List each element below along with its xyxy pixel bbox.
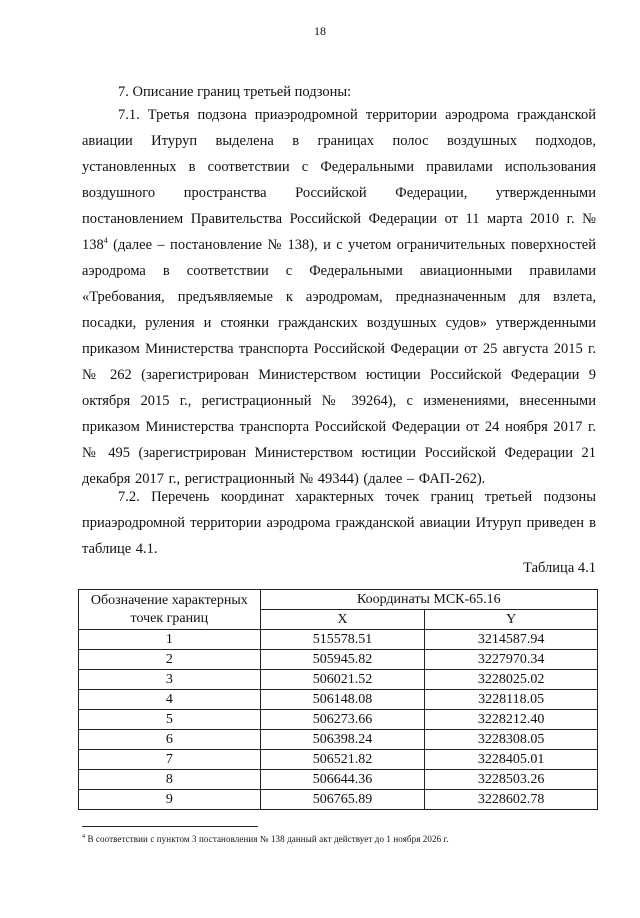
footnote-mark: 4 bbox=[82, 834, 86, 840]
table-row bbox=[79, 710, 598, 730]
table-row bbox=[79, 790, 598, 810]
table-row bbox=[79, 690, 598, 710]
y-cell: 3228405.01 bbox=[425, 750, 598, 770]
paragraph-7-2-text: 7.2. Перечень координат характерных точек границ третьей подзоны приаэродромной территории аэродрома гражданской авиации Итуруп приведен в таблице 4.1. bbox=[82, 489, 596, 557]
point-cell: 4 bbox=[79, 690, 261, 710]
point-cell: 9 bbox=[79, 790, 261, 810]
section-heading: 7. Описание границ третьей подзоны: bbox=[118, 84, 352, 100]
x-cell: 506521.82 bbox=[260, 750, 425, 770]
header-y: Y bbox=[425, 610, 598, 630]
footnote-reference[interactable]: 4 bbox=[103, 236, 108, 246]
header-x: X bbox=[260, 610, 425, 630]
x-cell: 506021.52 bbox=[260, 670, 425, 690]
header-point-designation: Обозначение характерных точек границ bbox=[79, 590, 261, 630]
y-cell: 3228118.05 bbox=[425, 690, 598, 710]
table-row bbox=[79, 630, 598, 650]
x-cell: 506398.24 bbox=[260, 730, 425, 750]
paragraph-7-1 bbox=[82, 102, 596, 492]
table-row bbox=[79, 670, 598, 690]
table-row bbox=[79, 730, 598, 750]
x-cell: 506273.66 bbox=[260, 710, 425, 730]
paragraph-7-2 bbox=[82, 484, 596, 562]
footnote-divider bbox=[82, 826, 258, 827]
paragraph-7-1-text-a: 7.1. Третья подзона приаэродромной территории аэродрома гражданской авиации Итуруп выделена в границах полос воздушных подходов, установленных в соответствии с Федеральными правилами использования воздушного пространства Российской Федерации, утвержденными постановлением Правительства Российской Федерации от 11 марта 2010 г. № 138 bbox=[82, 107, 596, 253]
point-cell: 8 bbox=[79, 770, 261, 790]
x-cell: 506765.89 bbox=[260, 790, 425, 810]
header-coordinates: Координаты МСК-65.16 bbox=[260, 590, 597, 610]
point-cell: 7 bbox=[79, 750, 261, 770]
point-cell: 3 bbox=[79, 670, 261, 690]
table-body bbox=[79, 630, 598, 810]
y-cell: 3228602.78 bbox=[425, 790, 598, 810]
paragraph-7-1-text-b: (далее – постановление № 138), и с учетом ограничительных поверхностей аэродрома в соответствии с Федеральными авиационными правилами «Требования, предъявляемые к аэродромам, предназначенным для взлета, посадки, руления и стоянки гражданских воздушных судов» утвержденными приказом Министерства транспорта Российской Федерации от 25 августа 2015 г. № 262 (зарегистрирован Министерством юстиции Российской Федерации 9 октября 2015 г., регистрационный № 39264), с изменениями, внесенными приказом Министерства транспорта Российской Федерации от 24 ноября 2017 г. № 495 (зарегистрирован Министерством юстиции Российской Федерации 21 декабря 2017 г., регистрационный № 49344) (далее – ФАП-262). bbox=[82, 237, 596, 487]
point-cell: 6 bbox=[79, 730, 261, 750]
point-cell: 2 bbox=[79, 650, 261, 670]
coordinates-table bbox=[78, 589, 598, 810]
table-caption: Таблица 4.1 bbox=[523, 560, 596, 576]
point-cell: 1 bbox=[79, 630, 261, 650]
footnote-text: В соответствии с пунктом 3 постановления № 138 данный акт действует до 1 ноября 2026 г. bbox=[85, 834, 449, 844]
page-number: 18 bbox=[314, 24, 326, 38]
y-cell: 3228025.02 bbox=[425, 670, 598, 690]
footnote bbox=[82, 834, 449, 844]
x-cell: 506644.36 bbox=[260, 770, 425, 790]
y-cell: 3227970.34 bbox=[425, 650, 598, 670]
y-cell: 3228212.40 bbox=[425, 710, 598, 730]
y-cell: 3228308.05 bbox=[425, 730, 598, 750]
y-cell: 3214587.94 bbox=[425, 630, 598, 650]
x-cell: 506148.08 bbox=[260, 690, 425, 710]
table-row bbox=[79, 750, 598, 770]
point-cell: 5 bbox=[79, 710, 261, 730]
table-row bbox=[79, 650, 598, 670]
x-cell: 505945.82 bbox=[260, 650, 425, 670]
table-row bbox=[79, 770, 598, 790]
y-cell: 3228503.26 bbox=[425, 770, 598, 790]
x-cell: 515578.51 bbox=[260, 630, 425, 650]
